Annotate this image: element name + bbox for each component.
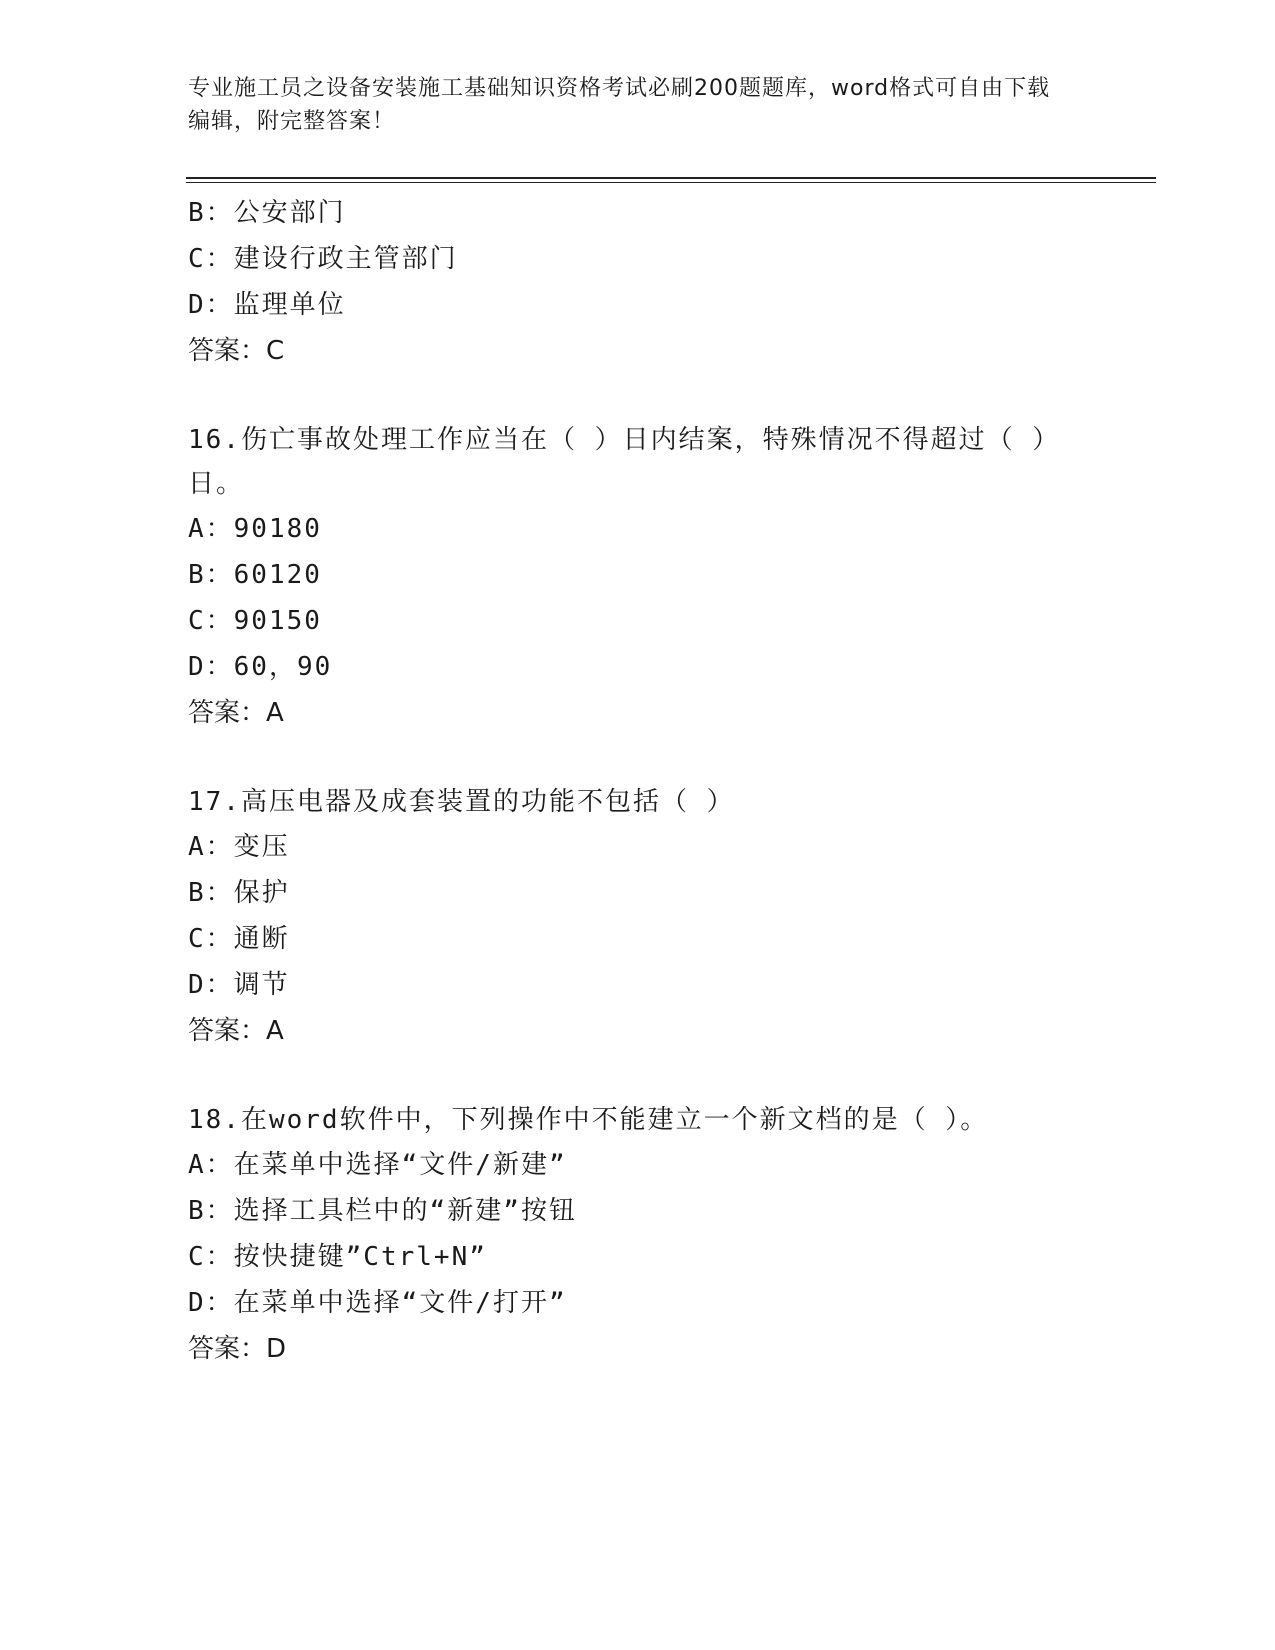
option-b: B：保护 (188, 878, 290, 908)
question-stem: 17.高压电器及成套装置的功能不包括（ ） (188, 787, 735, 817)
answer-line: 答案：A (188, 1016, 284, 1046)
option-c: C：按快捷键”Ctrl+N” (188, 1242, 487, 1272)
answer-line: 答案：D (188, 1334, 287, 1364)
header-divider-thin (186, 182, 1156, 183)
answer-line: 答案：C (188, 336, 285, 366)
option-c: C：90150 (188, 606, 322, 636)
answer-line: 答案：A (188, 698, 284, 728)
document-header: 专业施工员之设备安装施工基础知识资格考试必刷200题题库，word格式可自由下载编辑，附完整答案！ (188, 76, 1051, 134)
option-a: A：变压 (188, 832, 290, 862)
option-d: D：在菜单中选择“文件/打开” (188, 1288, 567, 1318)
header-divider-thick (186, 177, 1156, 179)
spacer (188, 1054, 1078, 1098)
question-stem: 16.伤亡事故处理工作应当在（ ）日内结案，特殊情况不得超过（ ）日。 (188, 425, 1061, 499)
question-stem: 18.在word软件中，下列操作中不能建立一个新文档的是（ ）。 (188, 1105, 989, 1135)
option-b: B：公安部门 (188, 198, 346, 228)
question-list (188, 190, 1078, 1372)
option-c: C：通断 (188, 924, 290, 954)
option-d: D：监理单位 (188, 290, 346, 320)
option-c: C：建设行政主管部门 (188, 244, 458, 274)
option-b: B：60120 (188, 560, 322, 590)
spacer (188, 374, 1078, 418)
option-d: D：60，90 (188, 652, 333, 682)
question-16 (188, 418, 1078, 736)
previous-question-block (188, 190, 1078, 374)
question-17 (188, 780, 1078, 1054)
spacer (188, 736, 1078, 780)
option-b: B：选择工具栏中的“新建”按钮 (188, 1196, 577, 1226)
option-d: D：调节 (188, 970, 290, 1000)
question-18 (188, 1098, 1078, 1372)
option-a: A：90180 (188, 514, 322, 544)
option-a: A：在菜单中选择“文件/新建” (188, 1150, 567, 1180)
